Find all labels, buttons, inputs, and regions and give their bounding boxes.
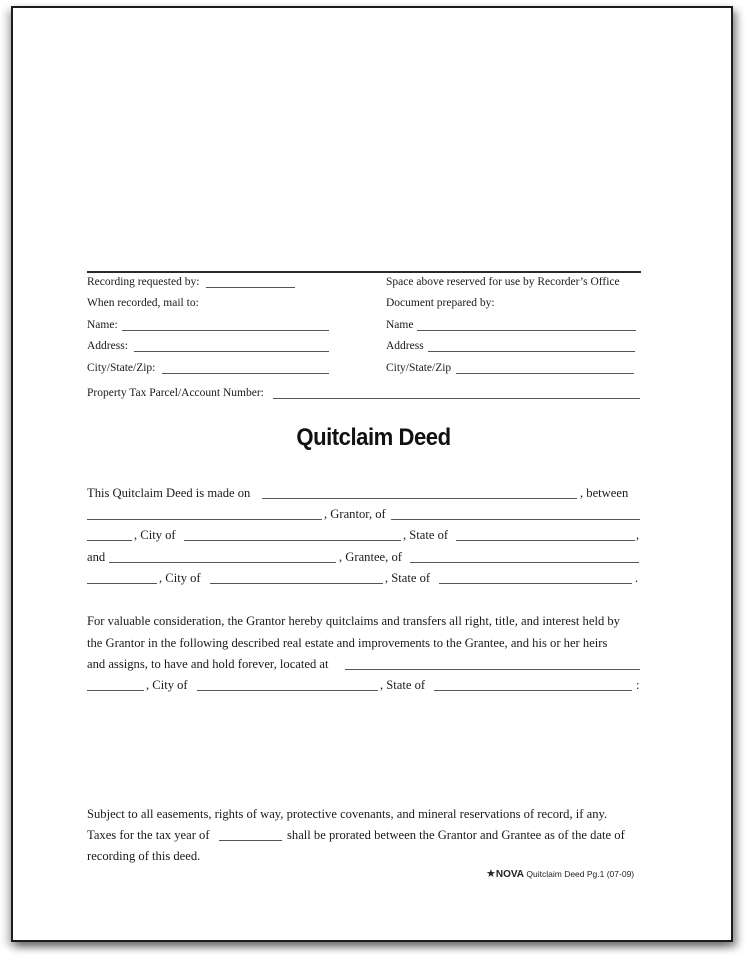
property-location-field[interactable] xyxy=(345,669,640,670)
mail-to-address-field[interactable] xyxy=(134,351,329,352)
page-title: Quitclaim Deed xyxy=(296,424,451,451)
grantee-city-field[interactable] xyxy=(210,583,383,584)
footer xyxy=(486,867,634,880)
period: . xyxy=(635,571,639,585)
grantee-of-label: , Grantee, of xyxy=(339,550,402,564)
preparer-name-field[interactable] xyxy=(417,330,636,331)
subject-line-1: Subject to all easements, rights of way, protective covenants, and mineral reservations of record, if any. xyxy=(87,807,608,821)
grantor-city-of-label: , City of xyxy=(134,528,176,542)
and-label: and xyxy=(87,550,106,564)
grantor-state-of-label: , State of xyxy=(403,528,449,542)
mail-to-city-state-zip-label: City/State/Zip: xyxy=(87,362,156,374)
parcel-number-field[interactable] xyxy=(273,398,640,399)
subject-line-3: recording of this deed. xyxy=(87,849,201,863)
tax-year-field[interactable] xyxy=(219,840,282,841)
document-page xyxy=(11,6,733,942)
property-county-field[interactable] xyxy=(87,690,144,691)
taxes-label: Taxes for the tax year of xyxy=(87,828,210,842)
document-prepared-by-label: Document prepared by: xyxy=(386,297,495,309)
consideration-line-1: For valuable consideration, the Grantor hereby quitclaims and transfers all right, title, and interest held by xyxy=(87,614,620,628)
grantee-address-field[interactable] xyxy=(410,562,639,563)
grantor-city-field[interactable] xyxy=(184,540,401,541)
deed-date-field[interactable] xyxy=(262,498,577,499)
recorder-space-note: Space above reserved for use by Recorder’s Office xyxy=(386,276,620,288)
form-id: Quitclaim Deed Pg.1 (07-09) xyxy=(526,869,635,879)
mail-to-address-label: Address: xyxy=(87,340,128,352)
grantee-name-field[interactable] xyxy=(109,562,336,563)
preparer-address-label: Address xyxy=(386,340,424,352)
mail-to-name-label: Name: xyxy=(87,319,118,331)
preparer-city-state-zip-field[interactable] xyxy=(456,373,634,374)
between-label: , between xyxy=(580,486,629,500)
property-city-of-label: , City of xyxy=(146,678,188,692)
mail-to-city-state-zip-field[interactable] xyxy=(162,373,329,374)
grantor-state-field[interactable] xyxy=(456,540,635,541)
grantor-address-field[interactable] xyxy=(391,519,640,520)
recording-requested-by-field[interactable] xyxy=(206,287,295,288)
preparer-name-label: Name xyxy=(386,319,414,331)
grantor-name-field[interactable] xyxy=(87,519,322,520)
property-state-of-label: , State of xyxy=(380,678,426,692)
star-icon: ★ xyxy=(486,868,496,880)
taxes-proration-text: shall be prorated between the Grantor and Grantee as of the date of xyxy=(287,828,625,842)
recorder-space-divider xyxy=(87,271,641,273)
grantee-city-of-label: , City of xyxy=(159,571,201,585)
consideration-line-3: and assigns, to have and hold forever, located at xyxy=(87,657,329,671)
made-on-label: This Quitclaim Deed is made on xyxy=(87,486,251,500)
grantee-state-of-label: , State of xyxy=(385,571,431,585)
colon: : xyxy=(636,678,640,692)
mail-to-name-field[interactable] xyxy=(122,330,329,331)
preparer-address-field[interactable] xyxy=(428,351,635,352)
grantor-of-label: , Grantor, of xyxy=(324,507,386,521)
consideration-line-2: the Grantor in the following described real estate and improvements to the Grantee, and his or her heirs xyxy=(87,636,608,650)
when-recorded-label: When recorded, mail to: xyxy=(87,297,199,309)
grantor-county-field[interactable] xyxy=(87,540,132,541)
parcel-number-label: Property Tax Parcel/Account Number: xyxy=(87,387,264,399)
property-city-field[interactable] xyxy=(197,690,378,691)
brand-logo: NOVA xyxy=(495,869,525,880)
property-state-field[interactable] xyxy=(434,690,632,691)
comma: , xyxy=(636,528,640,542)
recording-requested-by-label: Recording requested by: xyxy=(87,276,200,288)
preparer-city-state-zip-label: City/State/Zip xyxy=(386,362,452,374)
grantee-state-field[interactable] xyxy=(439,583,632,584)
grantee-county-field[interactable] xyxy=(87,583,157,584)
